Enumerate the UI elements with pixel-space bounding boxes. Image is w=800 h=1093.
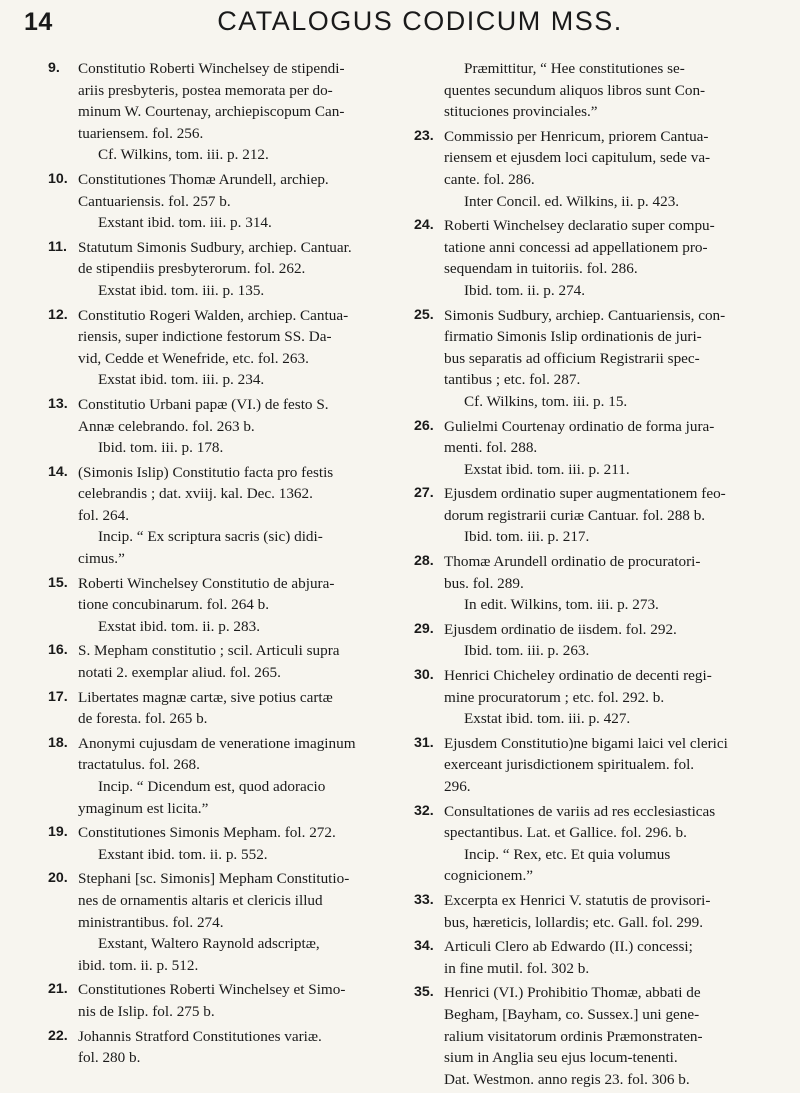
entry-line: ralium visitatorum ordinis Præmonstraten- — [444, 1027, 703, 1045]
entry-line: Ejusdem Constitutio)ne bigami laici vel clerici — [444, 734, 728, 752]
entry-line: nis de Islip. fol. 275 b. — [78, 1002, 215, 1020]
entry-line: bus, hæreticis, lollardis; etc. Gall. fol. 299. — [444, 913, 703, 931]
entry-line: Constitutio Urbani papæ (VI.) de festo S. — [78, 395, 329, 413]
catalog-entry — [414, 215, 760, 301]
entry-line: Henrici Chicheley ordinatio de decenti regi- — [444, 667, 712, 685]
entry-line: Incip. “ Ex scriptura sacris (sic) didi- — [98, 528, 323, 546]
catalog-entry — [48, 687, 388, 730]
entry-line: celebrandis ; dat. xviij. kal. Dec. 1362. — [78, 485, 313, 503]
entry-line: Begham, [Bayham, co. Sussex.] uni gene- — [444, 1005, 700, 1023]
entry-number: 29. — [414, 620, 434, 637]
entry-line: ministrantibus. fol. 274. — [78, 913, 224, 931]
entry-line: Roberti Winchelsey declaratio super compu- — [444, 217, 715, 235]
entry-number: 30. — [414, 667, 434, 684]
entry-line: Johannis Stratford Constitutiones variæ. — [78, 1027, 322, 1045]
catalog-entry — [414, 551, 760, 616]
entry-line: Exstant ibid. tom. iii. p. 314. — [98, 214, 272, 232]
entry-line: ymaginum est licita.” — [78, 799, 209, 817]
entry-number: 33. — [414, 891, 434, 908]
entry-line: Incip. “ Rex, etc. Et quia volumus — [464, 845, 671, 863]
catalog-entry — [48, 394, 388, 459]
catalog-entry — [414, 305, 760, 413]
entry-number: 10. — [48, 170, 68, 187]
entry-line: ibid. tom. ii. p. 512. — [78, 956, 199, 974]
entry-number: 28. — [414, 553, 434, 570]
entry-number: 19. — [48, 824, 68, 841]
entry-line: de stipendiis presbyterorum. fol. 262. — [78, 260, 306, 278]
entry-number: 13. — [48, 395, 68, 412]
right-column — [414, 58, 760, 1093]
entry-line: Incip. “ Dicendum est, quod adoracio — [98, 778, 326, 795]
entry-line: Exstat ibid. tom. ii. p. 283. — [98, 617, 260, 635]
entry-number: 9. — [48, 60, 60, 76]
entry-number: 17. — [48, 688, 68, 705]
entry-line: tractatulus. fol. 268. — [78, 756, 200, 774]
entry-line: ariis presbyteris, postea memorata per do- — [78, 81, 333, 99]
catalog-entry — [48, 305, 388, 391]
entry-line: dorum registrarii curiæ Cantuar. fol. 288 b. — [444, 506, 706, 524]
catalog-entry — [414, 619, 760, 662]
entry-line: Commissio per Henricum, priorem Cantua- — [444, 127, 709, 145]
entry-line: Annæ celebrando. fol. 263 b. — [78, 417, 255, 435]
catalog-entry — [48, 58, 388, 166]
entry-number: 24. — [414, 217, 434, 234]
entry-number: 26. — [414, 417, 434, 434]
entry-line: menti. fol. 288. — [444, 439, 538, 457]
entry-line: de foresta. fol. 265 b. — [78, 710, 208, 728]
entry-line: Ejusdem ordinatio super augmentationem feo- — [444, 485, 726, 503]
catalog-entry — [414, 665, 760, 730]
catalog-entry — [414, 936, 760, 979]
entry-line: spectantibus. Lat. et Gallice. fol. 296. b. — [444, 824, 687, 842]
catalog-entry — [48, 640, 388, 683]
entry-line: Dat. Westmon. anno regis 23. fol. 306 b. — [444, 1070, 690, 1088]
entry-line: Statutum Simonis Sudbury, archiep. Cantuar. — [78, 238, 352, 256]
catalog-entry — [48, 462, 388, 570]
entry-line: Constitutiones Simonis Mepham. fol. 272. — [78, 824, 336, 842]
entry-line: In edit. Wilkins, tom. iii. p. 273. — [464, 596, 659, 614]
entry-line: tuariensem. fol. 256. — [78, 124, 204, 142]
entry-number: 16. — [48, 642, 68, 659]
entry-line: Henrici (VI.) Prohibitio Thomæ, abbati de — [444, 984, 701, 1002]
entry-line: cognicionem.” — [444, 867, 533, 885]
entry-line: minum W. Courtenay, archiepiscopum Can- — [78, 103, 345, 121]
entry-number: 18. — [48, 734, 68, 751]
entry-line: riensem et ejusdem loci capitulum, sede va- — [444, 149, 711, 167]
left-column — [48, 58, 388, 1072]
entry-number: 21. — [48, 981, 68, 998]
entry-line: 296. — [444, 778, 471, 795]
entry-line: Anonymi cujusdam de veneratione imaginum — [78, 734, 356, 752]
entry-line: bus. fol. 289. — [444, 574, 524, 592]
entry-line: Roberti Winchelsey Constitutio de abjura- — [78, 574, 335, 592]
entry-number: 12. — [48, 306, 68, 323]
entry-line: in fine mutil. fol. 302 b. — [444, 959, 590, 977]
catalog-entry — [48, 979, 388, 1022]
entry-line: Excerpta ex Henrici V. statutis de provisori- — [444, 891, 711, 909]
entry-line: riensis, super indictione festorum SS. Da- — [78, 328, 332, 346]
entry-line: Consultationes de variis ad res ecclesiasticas — [444, 802, 716, 820]
entry-number: 14. — [48, 463, 68, 480]
entry-line: mine procuratorum ; etc. fol. 292. b. — [444, 688, 665, 706]
entry-line: (Simonis Islip) Constitutio facta pro festis — [78, 463, 334, 481]
entry-line: Libertates magnæ cartæ, sive potius cartæ — [78, 688, 333, 706]
running-title: CATALOGUS CODICUM MSS. — [217, 6, 623, 36]
catalog-entry — [48, 237, 388, 302]
catalog-entry — [48, 822, 388, 865]
entry-line: Cf. Wilkins, tom. iii. p. 15. — [464, 392, 628, 410]
catalog-entry — [48, 733, 388, 819]
page-number: 14 — [24, 8, 53, 36]
entry-line: Constitutio Rogeri Walden, archiep. Cantua- — [78, 306, 349, 324]
entry-line: sequendam in tuitoriis. fol. 286. — [444, 260, 638, 278]
entry-line: Thomæ Arundell ordinatio de procuratori- — [444, 553, 701, 571]
page-header — [24, 6, 776, 46]
entry-line: cimus.” — [78, 550, 125, 568]
entry-line: Inter Concil. ed. Wilkins, ii. p. 423. — [464, 192, 680, 210]
entry-line: Ejusdem ordinatio de iisdem. fol. 292. — [444, 620, 677, 638]
entry-number: 15. — [48, 574, 68, 591]
catalog-entry — [414, 483, 760, 548]
entry-line: Exstat ibid. tom. iii. p. 234. — [98, 371, 265, 389]
entry-line: tatione anni concessi ad appellationem pro- — [444, 238, 708, 256]
catalog-entry — [48, 868, 388, 976]
catalog-entry — [414, 801, 760, 887]
entry-line: Stephani [sc. Simonis] Mepham Constitutio- — [78, 870, 350, 888]
entry-number: 20. — [48, 870, 68, 887]
entry-line: S. Mepham constitutio ; scil. Articuli supra — [78, 642, 340, 660]
entry-line: tione concubinarum. fol. 264 b. — [78, 596, 270, 614]
entry-line: Exstat ibid. tom. iii. p. 135. — [98, 281, 265, 299]
entry-number: 27. — [414, 485, 434, 502]
entry-number: 34. — [414, 938, 434, 955]
catalog-entry — [414, 982, 760, 1090]
entry-line: stituciones provinciales.” — [444, 103, 598, 121]
entry-line: Articuli Clero ab Edwardo (II.) concessi; — [444, 938, 693, 956]
catalog-entry — [48, 169, 388, 234]
entry-line: bus separatis ad officium Registrarii spec- — [444, 349, 700, 367]
entry-line: Constitutiones Roberti Winchelsey et Simo- — [78, 981, 346, 999]
catalog-entry — [414, 416, 760, 481]
entry-line: Exstat ibid. tom. iii. p. 427. — [464, 710, 631, 728]
entry-number: 23. — [414, 127, 434, 144]
entry-number: 35. — [414, 984, 434, 1001]
entry-number: 31. — [414, 734, 434, 751]
catalog-entry — [48, 573, 388, 638]
entry-line: Exstant ibid. tom. ii. p. 552. — [98, 845, 268, 863]
entry-line: cante. fol. 286. — [444, 170, 535, 188]
catalog-entry — [414, 733, 760, 798]
entry-line: Constitutiones Thomæ Arundell, archiep. — [78, 170, 329, 188]
entry-line: Constitutio Roberti Winchelsey de stipendi- — [78, 60, 345, 77]
entry-line: quentes secundum aliquos libros sunt Con- — [444, 81, 706, 99]
entry-line: fol. 280 b. — [78, 1049, 141, 1067]
entry-line: Præmittitur, “ Hee constitutiones se- — [464, 60, 685, 77]
entry-number: 32. — [414, 802, 434, 819]
entry-line: notati 2. exemplar aliud. fol. 265. — [78, 664, 281, 682]
entry-line: Ibid. tom. iii. p. 217. — [464, 528, 590, 546]
entry-line: Ibid. tom. ii. p. 274. — [464, 281, 586, 299]
catalog-entry — [48, 1026, 388, 1069]
catalog-entry — [418, 58, 760, 123]
entry-number: 22. — [48, 1027, 68, 1044]
entry-line: Gulielmi Courtenay ordinatio de forma jura- — [444, 417, 715, 435]
entry-number: 11. — [48, 238, 67, 255]
entry-line: firmatio Simonis Islip ordinationis de juri- — [444, 328, 702, 346]
entry-line: fol. 264. — [78, 506, 130, 524]
catalog-entry — [414, 126, 760, 212]
entry-line: exerceant jurisdictionem spiritualem. fol. — [444, 756, 695, 774]
entry-line: Ibid. tom. iii. p. 178. — [98, 439, 224, 457]
entry-line: vid, Cedde et Wenefride, etc. fol. 263. — [78, 349, 309, 367]
entry-line: tantibus ; etc. fol. 287. — [444, 371, 581, 389]
entry-line: nes de ornamentis altaris et clericis illud — [78, 891, 323, 909]
catalog-entry — [414, 890, 760, 933]
entry-line: sium in Anglia seu ejus locum-tenenti. — [444, 1049, 678, 1067]
entry-line: Cf. Wilkins, tom. iii. p. 212. — [98, 146, 269, 164]
entry-line: Exstat ibid. tom. iii. p. 211. — [464, 460, 630, 478]
entry-number: 25. — [414, 306, 434, 323]
entry-line: Exstant, Waltero Raynold adscriptæ, — [98, 935, 320, 953]
entry-line: Ibid. tom. iii. p. 263. — [464, 642, 590, 660]
entry-line: Simonis Sudbury, archiep. Cantuariensis, con- — [444, 306, 726, 324]
entry-line: Cantuariensis. fol. 257 b. — [78, 192, 231, 210]
